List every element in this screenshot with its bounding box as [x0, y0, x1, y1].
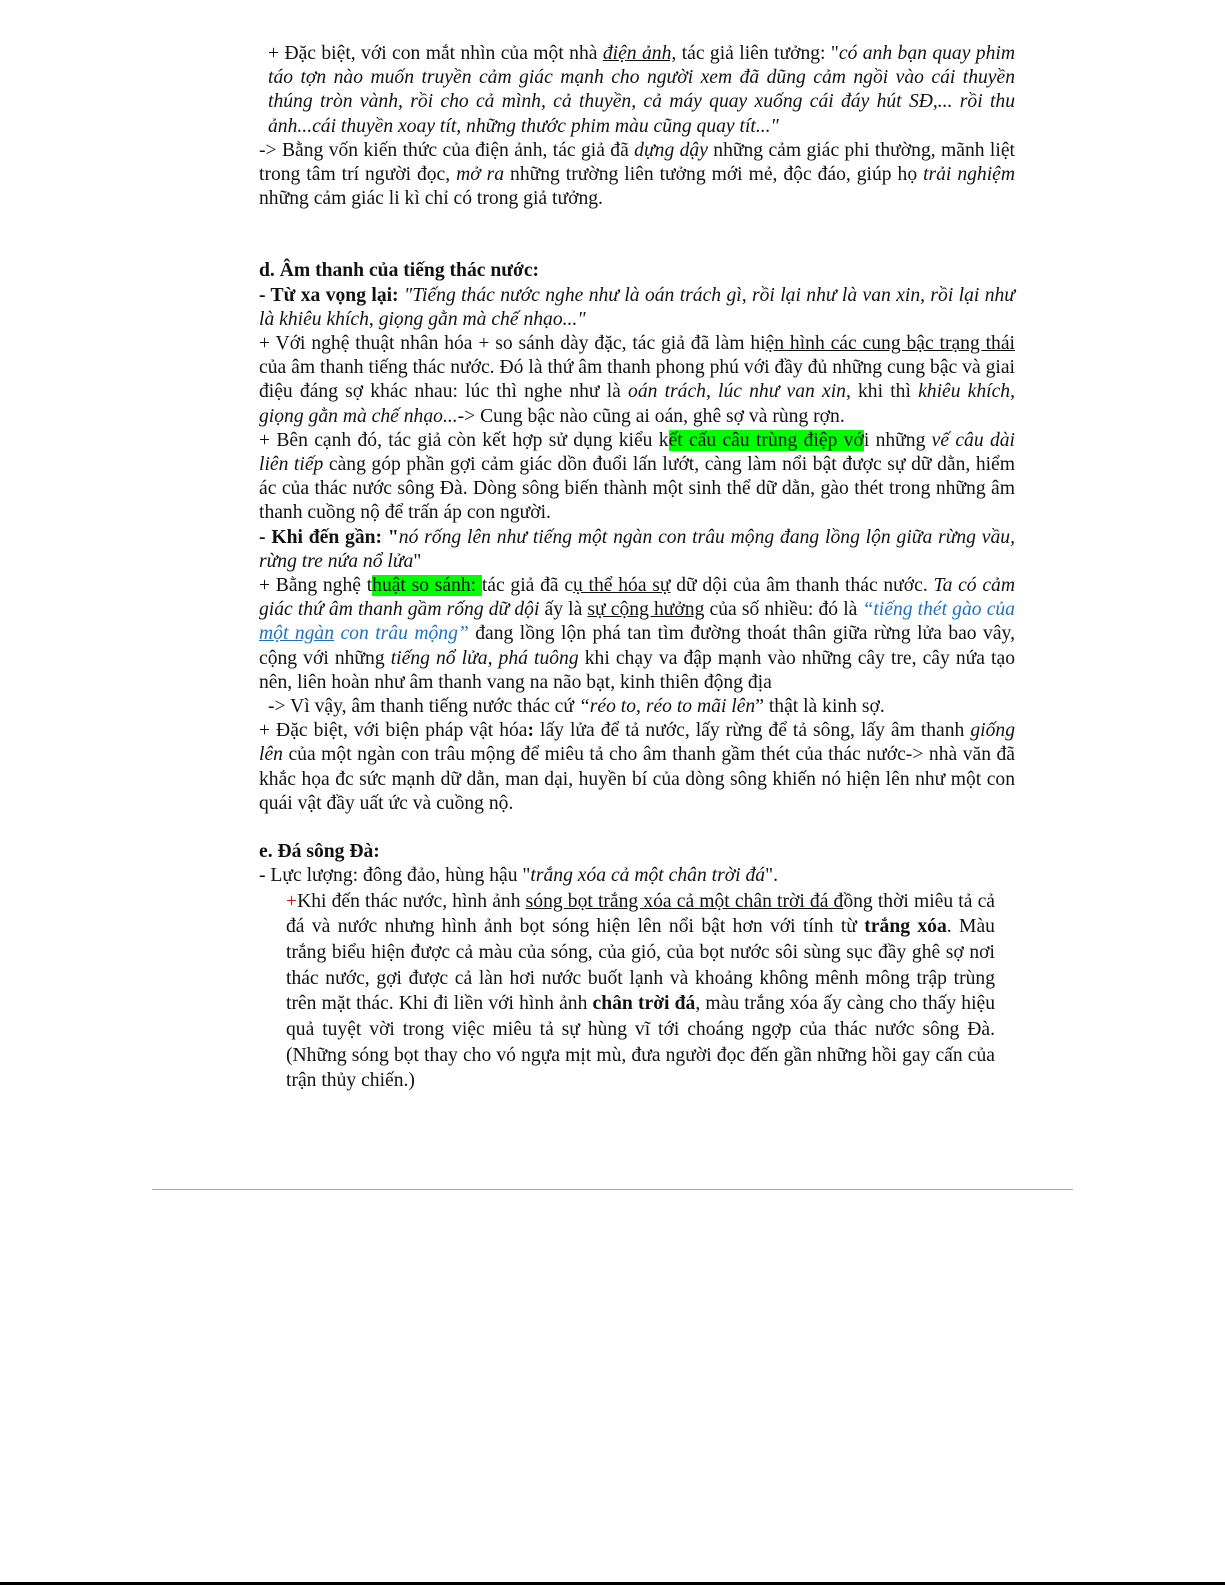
red-plus-marker: +: [286, 890, 298, 912]
text-run: , khi thì: [845, 381, 919, 403]
blue-quote: con trâu mộng”: [334, 623, 469, 645]
text-run: những trường liên tưởng mới mẻ, độc đáo, giúp họ: [504, 164, 924, 186]
text-run: tác giả liên tưởng: ": [676, 43, 839, 64]
blue-quote-underlined: một ngàn: [259, 623, 335, 645]
text-run: i những: [863, 429, 932, 451]
text-run: ".: [765, 865, 779, 887]
text-run: ồng thời miêu tả cả đá và nước nhưng hình ảnh bọt sóng hiện lên nổi bật hơn với tính từ: [286, 890, 995, 938]
italic-quote: có anh bạn quay phim táo tợn nào muốn truyền cảm giác mạnh cho người xem đã dũng cảm ngồi vào cái thuyền thúng tròn vành, rồi cho cả mình, cả thuyền, cả máy quay xuống cái đáy hút SĐ,... rồi thu ảnh...cái thuyền xoay tít, những thước phim màu cũng quay tít...: [268, 43, 1015, 137]
text-run: ": [413, 550, 422, 572]
paragraph-far-sound: [259, 284, 1015, 332]
text-run: -> Vì vậy, âm thanh tiếng nước thác cứ: [268, 696, 579, 718]
text-run: ": [770, 115, 779, 137]
text-run: + Bên cạnh đó, tác giả còn kết hợp sử dụng kiểu k: [259, 429, 669, 451]
bold-colon: :: [527, 720, 535, 742]
page-separator-line: [152, 1189, 1073, 1190]
text-run: tác giả đã c: [481, 575, 574, 597]
italic-quote: trắng xóa cả một chân trời đá: [530, 865, 766, 887]
blue-quote: “tiếng thét gào của: [862, 599, 1015, 621]
italic-term: trải nghiệm: [923, 164, 1016, 186]
text-run: + Đặc biệt, với biện pháp vật hóa: [259, 720, 528, 742]
italic-term: oán trách, lúc như van xin: [628, 381, 846, 403]
italic-quote: “réo to, réo to mãi lên: [578, 696, 756, 718]
italic-term: mở ra: [456, 164, 505, 186]
bold-term: chân trời đá: [592, 993, 696, 1015]
italic-term: Ta có cảm giác thứ âm thanh gầm rống dữ dội: [259, 575, 1015, 621]
text-run: những cảm giác li kì chỉ có trong giả tưởng.: [259, 188, 603, 210]
text-run: - Lực lượng: đông đảo, hùng hậu ": [259, 865, 531, 887]
paragraph-near-sound: [259, 526, 1015, 574]
highlighted-term: ết cấu câu trùng điệp vớ: [668, 429, 864, 451]
paragraph-repetition-structure: [259, 429, 1015, 526]
paragraph-personification: [259, 332, 1015, 429]
paragraph-comparison: [259, 574, 1015, 695]
italic-term: vế câu dài liên tiếp: [259, 429, 1015, 476]
text-run: đang lồng lộn phá tan tìm đường thoát thân giữa rừng lửa bao vây, cộng với những: [259, 623, 1015, 669]
italic-quote: nó rống lên như tiếng một ngàn con trâu mộng đang lồng lộn giữa rừng vầu, rừng tre nứa nổ lửa: [259, 526, 1015, 572]
heading-text: e. Đá sông Đà:: [259, 841, 380, 863]
paragraph-conclusion-sound: [259, 695, 1015, 719]
underlined-term: sự cộng hưởng: [587, 599, 705, 621]
italic-quote: "Tiếng thác nước nghe như là oán trách gì, rồi lại như là van xin, rồi lại như là khiêu khích, giọng gằn mà chế nhạo...": [259, 284, 1015, 330]
text-run: những cảm giác phi thường, mãnh liệt trong tâm trí người đọc,: [259, 139, 1015, 186]
bold-label: - Từ xa vọng lại:: [259, 284, 399, 306]
text-run: + Bằng nghệ t: [259, 575, 373, 597]
document-page: [259, 42, 1015, 1094]
underlined-term: ụ thể hóa sự: [573, 575, 671, 597]
text-run: Khi đến thác nước, hình ảnh: [297, 890, 526, 912]
text-run: + Với nghệ thuật nhân hóa + so sánh dày đặc, tác giả đã làm hi: [259, 333, 766, 355]
text-run: lấy lửa để tả nước, lấy rừng để tả sông, lấy âm thanh: [534, 720, 971, 742]
paragraph-rock-force: [259, 864, 1015, 888]
text-run: + Đặc biệt, với con mắt nhìn của một nhà: [268, 43, 603, 64]
italic-term: dựng dậy: [634, 139, 708, 161]
underlined-term: điện ảnh,: [602, 43, 677, 64]
text-run: -> Bằng vốn kiến thức của điện ảnh, tác giả đã: [259, 139, 635, 161]
text-run: của số nhiều: đó là: [704, 599, 863, 621]
italic-term: khiêu khích, giọng gằn mà chế nhạo...: [259, 381, 1016, 427]
underlined-term: sóng bọt trắng xóa cả một chân trời đá đ: [525, 890, 844, 912]
text-run: của âm thanh tiếng thác nước. Đó là thứ âm thanh phong phú với đầy đủ những cung bậc và giai điệu đáng sợ khác nhau: lúc thì nghe như là: [259, 357, 1015, 403]
section-d-heading: [259, 259, 1015, 283]
italic-term: tiếng nổ lửa, phá tuông: [390, 647, 579, 669]
text-run: . Màu trắng biểu hiện được cả màu của sóng, của gió, của bọt nước sôi sùng sục đầy ghê sợ nơi thác nước, gợi được cả làn hơi nước buốt lạnh và khoảng không mênh mông trập trùng trên mặt thác. Khi đi liền với hình ảnh: [286, 916, 995, 1015]
text-run: càng góp phần gợi cảm giác dồn đuổi lấn lướt, càng làm nổi bật được sự dữ dằn, hiểm ác của thác nước sông Đà. Dòng sông biến thành một sinh thể dữ dằn, gào thét trong những âm thanh cuồng nộ để trấn áp con người.: [259, 454, 1015, 524]
text-run: của một ngàn con trâu mộng để miêu tả cho âm thanh gầm thét của thác nước-> nhà văn đã khắc họa đc sức mạnh dữ dằn, man dại, huyền bí của dòng sông khiến nó hiện lên như một con quái vật đầy uất ức và cuồng nộ.: [259, 744, 1015, 814]
paragraph-white-foam: [259, 889, 1015, 1095]
paragraph-cinema-effect: [259, 139, 1015, 212]
text-run: , màu trắng xóa ấy càng cho thấy hiệu quả tuyệt vời trong việc miêu tả sự hùng vĩ tới choáng ngợp của thác nước sông Đà. (Những sóng bọt thay cho vó ngựa mịt mù, đưa người đọc đến gần những hồi gay cấn của trận thủy chiến.): [286, 993, 996, 1092]
underlined-term: ện hình các cung bậc trạng thái: [765, 333, 1015, 355]
bold-term: trắng xóa: [864, 916, 947, 938]
text-run: ” thật là kinh sợ.: [755, 696, 885, 718]
paragraph-cinema-association: [259, 42, 1015, 139]
text-run: dữ dội của âm thanh thác nước.: [670, 575, 934, 597]
paragraph-objectification: [259, 719, 1015, 816]
text-run: khi chạy va đập mạnh vào những cây tre, cây nứa tạo nên, liên hoàn như âm thanh vang na não bạt, kinh thiên động địa: [259, 647, 1015, 693]
section-e-heading: [259, 840, 1015, 864]
bold-label: - Khi đến gần: ": [259, 526, 399, 548]
text-run: ấy là: [539, 599, 588, 621]
heading-text: d. Âm thanh của tiếng thác nước:: [259, 260, 540, 282]
highlighted-term: huật so sánh:: [372, 575, 482, 597]
italic-term: giống lên: [259, 720, 1015, 766]
text-run: -> Cung bậc nào cũng ai oán, ghê sợ và rùng rợn.: [457, 405, 845, 427]
